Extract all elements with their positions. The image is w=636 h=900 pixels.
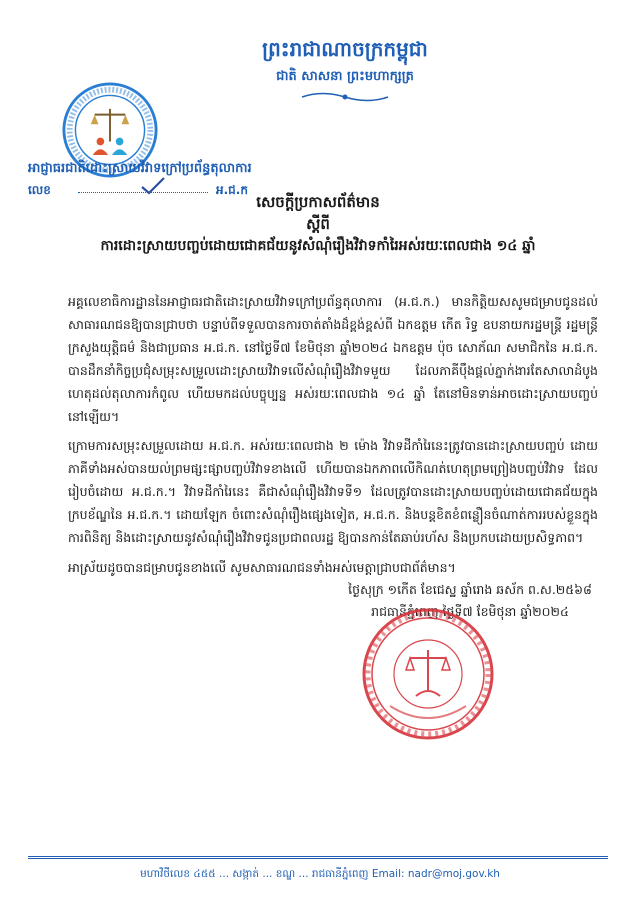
kingdom-heading: ព្រះរាជាណាចក្រកម្ពុជា (262, 37, 428, 61)
reference-abbreviation: អ.ជ.ក (216, 183, 248, 197)
authority-name: អាជ្ញាធរជាតិដោះស្រាយវិវាទក្រៅប្រព័ន្ធតុលាការ (28, 161, 252, 176)
official-seal-icon (360, 606, 496, 742)
national-motto: ជាតិ សាសនា ព្រះមហាក្សត្រ (276, 69, 414, 84)
body-paragraph-3: អាស្រ័យដូចបានជម្រាបជូនខាងលើ សូមសាធារណជនទាំងអស់មេត្តាជ្រាបជាព័ត៌មាន។ (68, 560, 456, 575)
body-paragraph-1: អគ្គលេខាធិការដ្ឋាននៃអាជ្ញាធរជាតិដោះស្រាយវិវាទក្រៅប្រព័ន្ធតុលាការ (អ.ជ.ក.) មានកិត្តិយសសូមជម្រាបជូនដល់សាធារណជនឱ្យបានជ្រាបថា បន្ទាប់ពីទទួលបានការចាត់តាំងដ៏ខ្ពង់ខ្ពស់ពី ឯកឧត្តម កើត រិទ្ធ ឧបនាយករដ្ឋមន្ត្រី រដ្ឋមន្ត្រីក្រសួងយុត្តិធម៌ និងជាប្រធាន អ.ជ.ក. នៅថ្ងៃទី៧ ខែមិថុនា ឆ្នាំ២០២៤ ឯកឧត្តម ប៉ុច សោភ័ណ សមាជិកនៃ អ.ជ.ក. បានដឹកនាំកិច្ចប្រជុំសម្រុះសម្រួលដោះស្រាយវិវាទលើសំណុំរឿងវិវាទមួយ ដែលភាគីបុឹងផ្តល់ភ្នាក់ងារតែសាលាដំបូង ហេតុដល់តុលាការកំពូល ហើយមកដល់បច្ចុប្បន្ន អស់រយៈពេលជាង ១៤ ឆ្នាំ តែនៅមិនទាន់អាចដោះស្រាយបញ្ចប់នៅឡើយ។ (68, 294, 598, 424)
document-title: សេចក្តីប្រកាសព័ត៌មាន (256, 193, 380, 211)
place-and-date: រាជធានីភ្នំពេញ ថ្ងៃទី៧ ខែមិថុនា ឆ្នាំ២០២៤ (371, 604, 569, 619)
footer-divider (28, 856, 608, 859)
lunar-date: ថ្ងៃសុក្រ ១កើត ខែជេស្ឋ ឆ្នាំរោង ឆស័ក ព.ស.២៥៦៨ (348, 582, 592, 597)
document-subject: ការដោះស្រាយបញ្ចប់ដោយជោគជ័យនូវសំណុំរឿងវិវាទកាំរៃអស់រយៈពេលជាង ១៤ ឆ្នាំ (100, 238, 536, 254)
document-subtitle-about: ស្តីពី (306, 215, 330, 233)
ornament-divider-icon (300, 90, 390, 104)
body-paragraph-2: ក្រោមការសម្រុះសម្រួលដោយ អ.ជ.ក. អស់រយៈពេលជាង ២ ម៉ោង វិវាទដីកាំរៃនេះត្រូវបានដោះស្រាយបញ្ចប់ ដោយភាគីទាំងអស់បានយល់ព្រមផ្សះផ្សាបញ្ចប់វិវាទខាងលើ ហើយបានឯកភាពលើកិណត់ហេតុព្រមព្រៀងបញ្ចប់វិវាទ ដែលរៀបចំដោយ អ.ជ.ក.។ វិវាទដីកាំរៃនេះ គឺជាសំណុំរឿងវិវាទទី១ ដែលត្រូវបានដោះស្រាយបញ្ចប់ដោយជោគជ័យក្នុងក្របខ័ណ្ឌនៃ អ.ជ.ក.។ ដោយឡែក ចំពោះសំណុំរឿងផ្សេងទៀត, អ.ជ.ក. និងបន្តខិតខំពន្លឿនចំណាត់ការរបស់ខ្លួនក្នុងការពិនិត្យ និងដោះស្រាយនូវសំណុំរឿងវិវាទជូនប្រជាពលរដ្ឋ ឱ្យបានកាន់តែឆាប់រហ័ស និងប្រកបដោយប្រសិទ្ធភាព។ (68, 438, 598, 545)
footer-address: មហាវិថីលេខ ៤៥៥ ... សង្កាត់ ... ខណ្ឌ ... រាជធានីភ្នំពេញ Email: nadr@moj.gov.kh (140, 868, 500, 880)
reference-label: លេខ (28, 183, 51, 197)
